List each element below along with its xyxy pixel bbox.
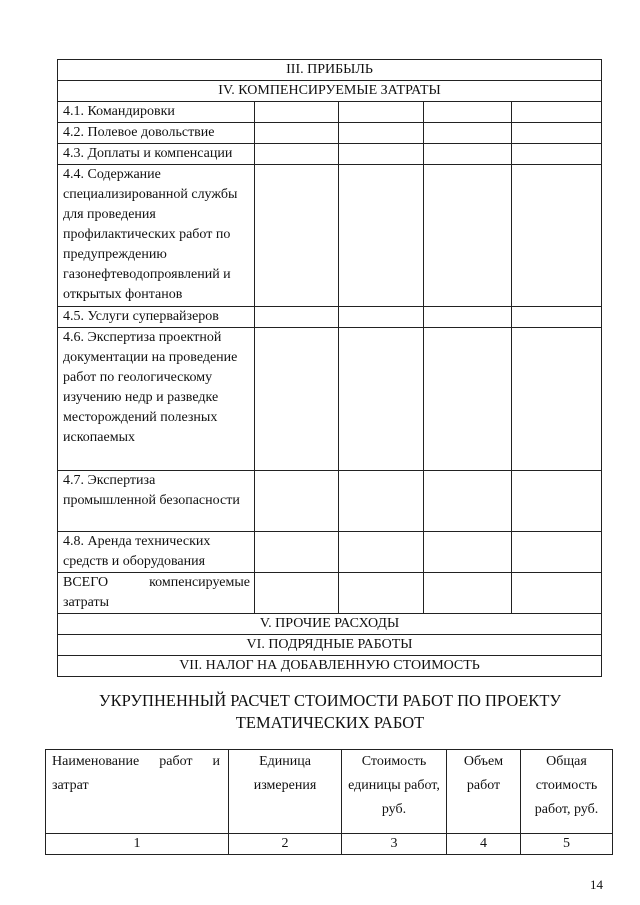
row-label: 4.6. Экспертиза проектной документации на проведение работ по геологическому изучению недр и разведке месторождений полезных ископаемых [58, 328, 255, 471]
table-row [58, 471, 602, 532]
header-unit: Единица измерения [229, 750, 342, 834]
table-row [58, 144, 602, 165]
table-cell [512, 573, 602, 614]
table-cell [512, 471, 602, 532]
cost-breakdown-table [57, 59, 602, 677]
table-cell [512, 102, 602, 123]
table-cell [424, 328, 512, 471]
table-cell [339, 471, 424, 532]
header-volume: Объем работ [447, 750, 521, 834]
table-row [58, 102, 602, 123]
table-cell [255, 165, 339, 307]
row-label: 4.5. Услуги супервайзеров [58, 307, 255, 328]
table-cell [255, 307, 339, 328]
header-name: Наименование работ и затрат [46, 750, 229, 834]
table-cell [255, 144, 339, 165]
table-cell [512, 144, 602, 165]
table-cell [424, 144, 512, 165]
table-row [58, 532, 602, 573]
section-compensated-costs: IV. КОМПЕНСИРУЕМЫЕ ЗАТРАТЫ [58, 81, 602, 102]
table-cell [424, 307, 512, 328]
header-row [46, 750, 613, 834]
section-heading [40, 690, 620, 734]
table-cell [255, 102, 339, 123]
heading-line-1: УКРУПНЕННЫЙ РАСЧЕТ СТОИМОСТИ РАБОТ ПО ПРОЕКТУ [98, 691, 562, 710]
table-cell [255, 328, 339, 471]
heading-line-2: ТЕМАТИЧЕСКИХ РАБОТ [235, 713, 425, 732]
estimate-table [45, 749, 613, 855]
table-cell [339, 102, 424, 123]
table-row [58, 123, 602, 144]
row-label: 4.4. Содержание специализированной службы для проведения профилактических работ по предупреждению газонефтеводопроявлений и открытых фонтанов [58, 165, 255, 307]
column-number: 4 [447, 834, 521, 855]
table-row [58, 165, 602, 307]
column-number: 1 [46, 834, 229, 855]
table-cell [339, 532, 424, 573]
section-vat: VII. НАЛОГ НА ДОБАВЛЕННУЮ СТОИМОСТЬ [58, 656, 602, 677]
table-cell [512, 532, 602, 573]
table-cell [424, 532, 512, 573]
table-cell [339, 144, 424, 165]
row-label: 4.7. Экспертиза промышленной безопасности [58, 471, 255, 532]
table-cell [512, 307, 602, 328]
header-total-cost: Общая стоимость работ, руб. [521, 750, 613, 834]
row-label: 4.2. Полевое довольствие [58, 123, 255, 144]
table-cell [255, 471, 339, 532]
table-cell [339, 123, 424, 144]
table-row [58, 328, 602, 471]
table-cell [512, 328, 602, 471]
table-cell [512, 123, 602, 144]
row-label: 4.8. Аренда технических средств и оборудования [58, 532, 255, 573]
table-row [58, 307, 602, 328]
column-number: 2 [229, 834, 342, 855]
table-cell [339, 165, 424, 307]
table-cell [424, 165, 512, 307]
table-cell [339, 573, 424, 614]
table-cell [255, 123, 339, 144]
table-cell [339, 328, 424, 471]
column-number: 5 [521, 834, 613, 855]
table-cell [255, 573, 339, 614]
column-number: 3 [342, 834, 447, 855]
section-profit: III. ПРИБЫЛЬ [58, 60, 602, 81]
row-label: 4.1. Командировки [58, 102, 255, 123]
table-cell [424, 123, 512, 144]
table-cell [424, 102, 512, 123]
total-label: ВСЕГО компенсируемые затраты [58, 573, 255, 614]
table-cell [255, 532, 339, 573]
section-contract-works: VI. ПОДРЯДНЫЕ РАБОТЫ [58, 635, 602, 656]
table-row [58, 573, 602, 614]
number-row [46, 834, 613, 855]
table-cell [512, 165, 602, 307]
table-cell [339, 307, 424, 328]
row-label: 4.3. Доплаты и компенсации [58, 144, 255, 165]
header-unit-cost: Стоимость единицы работ, руб. [342, 750, 447, 834]
table-cell [424, 471, 512, 532]
table-cell [424, 573, 512, 614]
page-number: 14 [590, 877, 603, 892]
section-other-expenses: V. ПРОЧИЕ РАСХОДЫ [58, 614, 602, 635]
